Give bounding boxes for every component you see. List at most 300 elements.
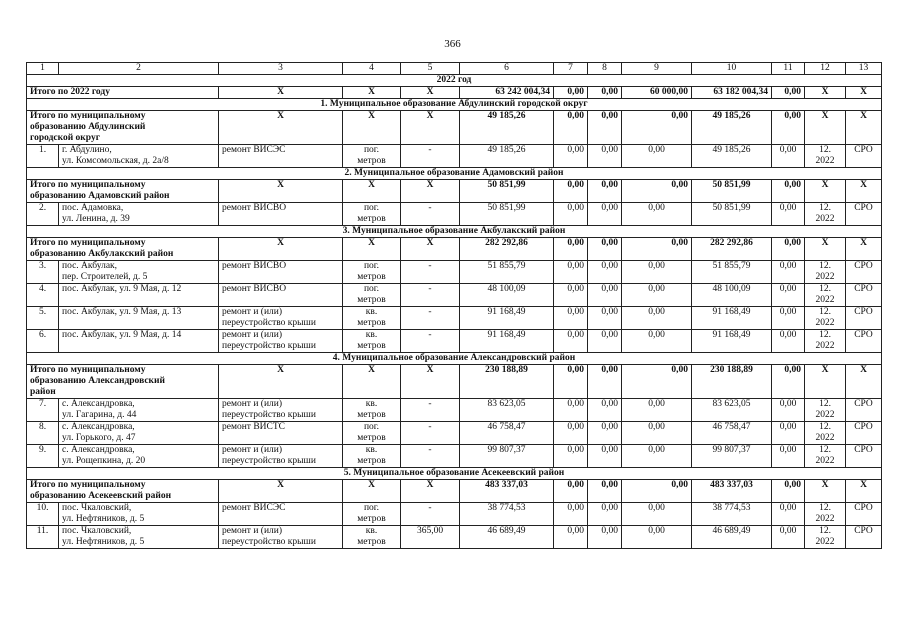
row-address-line: пос. Акбулак, ул. 9 Мая, д. 14: [62, 330, 182, 340]
row-work-type-line: ремонт и (или): [222, 526, 283, 536]
row-number: 9.: [27, 445, 59, 468]
subtotal-cell: 49 185,26: [692, 111, 772, 145]
subtotal-cell: Х: [219, 180, 343, 203]
row-address-line: с. Александровка,: [62, 445, 135, 455]
row-date-line: 12.: [819, 307, 831, 317]
row-unit: [343, 399, 401, 422]
subtotal-cell: 0,00: [554, 480, 588, 503]
row-value-9: 0,00: [622, 422, 692, 445]
year-total-row: [27, 87, 882, 99]
row-unit: [343, 261, 401, 284]
subtotal-label: [27, 238, 219, 261]
year-total-cell: Х: [846, 87, 882, 99]
subtotal-label-line: Итого по муниципальному: [30, 480, 146, 490]
row-method: СРО: [846, 145, 882, 168]
row-work-type: [219, 526, 343, 549]
row-work-type: [219, 422, 343, 445]
subtotal-cell: Х: [219, 365, 343, 399]
subtotal-cell: 0,00: [554, 365, 588, 399]
column-number-cell: 13: [846, 63, 882, 75]
row-address: [59, 503, 219, 526]
row-value-11: 0,00: [772, 503, 805, 526]
row-value-9: 0,00: [622, 445, 692, 468]
subtotal-cell: Х: [219, 480, 343, 503]
table-row: [27, 399, 882, 422]
row-unit-line: метров: [357, 214, 386, 224]
row-value-7: 0,00: [554, 307, 588, 330]
row-address: [59, 445, 219, 468]
row-unit-line: пог.: [363, 261, 380, 271]
row-date: [805, 145, 846, 168]
row-quantity: -: [401, 445, 460, 468]
row-work-type-line: ремонт и (или): [222, 399, 283, 409]
row-value-8: 0,00: [588, 399, 622, 422]
row-value-7: 0,00: [554, 422, 588, 445]
row-address: [59, 307, 219, 330]
row-unit-line: метров: [357, 410, 386, 420]
row-address: [59, 145, 219, 168]
column-number-cell: 5: [401, 63, 460, 75]
row-value-9: 0,00: [622, 284, 692, 307]
row-value-10: 91 168,49: [692, 307, 772, 330]
row-address-line: пос. Акбулак,: [62, 261, 118, 271]
row-method: СРО: [846, 261, 882, 284]
row-address-line: пос. Адамовка,: [62, 203, 124, 213]
subtotal-cell: 0,00: [622, 480, 692, 503]
subtotal-cell: 49 185,26: [460, 111, 554, 145]
row-unit-line: пог.: [363, 203, 380, 213]
row-value-total: 46 689,49: [460, 526, 554, 549]
subtotal-cell: 282 292,86: [692, 238, 772, 261]
section-subtotal-row: [27, 111, 882, 145]
subtotal-label-line: Итого по муниципальному: [30, 365, 146, 375]
row-work-type-line: ремонт ВИСТС: [222, 422, 286, 432]
section-subtotal-row: [27, 180, 882, 203]
row-date: [805, 203, 846, 226]
row-value-11: 0,00: [772, 422, 805, 445]
row-work-type-line: ремонт ВИСВО: [222, 203, 287, 213]
row-value-8: 0,00: [588, 261, 622, 284]
table-row: [27, 526, 882, 549]
row-date-line: 2022: [815, 537, 835, 547]
row-date-line: 12.: [819, 330, 831, 340]
row-number: 11.: [27, 526, 59, 549]
row-value-10: 49 185,26: [692, 145, 772, 168]
row-value-7: 0,00: [554, 203, 588, 226]
section-title-row: [27, 226, 882, 238]
row-unit: [343, 445, 401, 468]
row-date-line: 12.: [819, 445, 831, 455]
row-date-line: 2022: [815, 514, 835, 524]
row-value-11: 0,00: [772, 145, 805, 168]
row-address-line: ул. Рощепкина, д. 20: [62, 456, 146, 466]
row-value-8: 0,00: [588, 503, 622, 526]
subtotal-label-line: Итого по муниципальному: [30, 180, 146, 190]
subtotal-cell: Х: [805, 480, 846, 503]
row-unit: [343, 503, 401, 526]
row-number: 3.: [27, 261, 59, 284]
row-method: СРО: [846, 399, 882, 422]
row-value-7: 0,00: [554, 145, 588, 168]
subtotal-cell: Х: [846, 111, 882, 145]
row-unit: [343, 284, 401, 307]
subtotal-cell: Х: [401, 111, 460, 145]
subtotal-cell: Х: [343, 365, 401, 399]
row-quantity: 365,00: [401, 526, 460, 549]
row-date-line: 2022: [815, 410, 835, 420]
row-address-line: с. Александровка,: [62, 422, 135, 432]
row-date: [805, 399, 846, 422]
year-total-cell: 63 242 004,34: [460, 87, 554, 99]
subtotal-label-line: Итого по муниципальному: [30, 111, 146, 121]
row-value-10: 51 855,79: [692, 261, 772, 284]
row-number: 8.: [27, 422, 59, 445]
row-address: [59, 330, 219, 353]
row-number: 6.: [27, 330, 59, 353]
row-value-10: 46 758,47: [692, 422, 772, 445]
row-number: 10.: [27, 503, 59, 526]
row-value-total: 50 851,99: [460, 203, 554, 226]
column-number-cell: 8: [588, 63, 622, 75]
row-date-line: 12.: [819, 503, 831, 513]
row-work-type: [219, 503, 343, 526]
row-date-line: 2022: [815, 156, 835, 166]
row-address-line: с. Александровка,: [62, 399, 135, 409]
subtotal-cell: 0,00: [588, 180, 622, 203]
row-value-11: 0,00: [772, 203, 805, 226]
row-date-line: 12.: [819, 145, 831, 155]
row-date: [805, 526, 846, 549]
row-method: СРО: [846, 307, 882, 330]
column-number-cell: 3: [219, 63, 343, 75]
row-work-type: [219, 330, 343, 353]
row-value-7: 0,00: [554, 261, 588, 284]
row-unit-line: метров: [357, 156, 386, 166]
row-method: СРО: [846, 422, 882, 445]
row-work-type-line: переустройство крыши: [222, 410, 316, 420]
year-total-cell: 0,00: [554, 87, 588, 99]
row-value-9: 0,00: [622, 399, 692, 422]
row-value-9: 0,00: [622, 503, 692, 526]
row-work-type-line: ремонт и (или): [222, 445, 283, 455]
row-date: [805, 284, 846, 307]
subtotal-cell: 0,00: [622, 180, 692, 203]
subtotal-label: [27, 111, 219, 145]
subtotal-cell: 0,00: [772, 238, 805, 261]
row-value-8: 0,00: [588, 422, 622, 445]
row-date-line: 12.: [819, 284, 831, 294]
table-row: [27, 422, 882, 445]
section-title-row: [27, 168, 882, 180]
section-subtotal-row: [27, 480, 882, 503]
row-date: [805, 261, 846, 284]
subtotal-cell: 0,00: [554, 180, 588, 203]
row-address-line: ул. Комсомольская, д. 2а/8: [62, 156, 169, 166]
row-value-9: 0,00: [622, 145, 692, 168]
subtotal-cell: Х: [219, 111, 343, 145]
row-date-line: 2022: [815, 295, 835, 305]
row-value-11: 0,00: [772, 284, 805, 307]
row-date: [805, 330, 846, 353]
row-value-8: 0,00: [588, 526, 622, 549]
subtotal-cell: 0,00: [588, 365, 622, 399]
row-value-7: 0,00: [554, 284, 588, 307]
row-date-line: 12.: [819, 203, 831, 213]
subtotal-cell: Х: [343, 180, 401, 203]
subtotal-cell: Х: [846, 180, 882, 203]
subtotal-cell: Х: [846, 238, 882, 261]
row-value-9: 0,00: [622, 203, 692, 226]
row-address-line: ул. Нефтяников, д. 5: [62, 537, 145, 547]
row-address-line: г. Абдулино,: [62, 145, 112, 155]
subtotal-cell: 0,00: [622, 238, 692, 261]
row-value-total: 46 758,47: [460, 422, 554, 445]
year-total-cell: Х: [401, 87, 460, 99]
column-number-row: [27, 63, 882, 75]
row-address: [59, 261, 219, 284]
row-value-8: 0,00: [588, 284, 622, 307]
row-work-type: [219, 399, 343, 422]
row-address-line: ул. Гагарина, д. 44: [62, 410, 137, 420]
subtotal-label-line: городской округ: [30, 133, 101, 143]
row-address-line: ул. Ленина, д. 39: [62, 214, 130, 224]
row-method: СРО: [846, 526, 882, 549]
row-value-9: 0,00: [622, 526, 692, 549]
row-unit-line: кв.: [365, 307, 378, 317]
row-address-line: пер. Строителей, д. 5: [62, 272, 148, 282]
row-date-line: 2022: [815, 272, 835, 282]
year-total-cell: 0,00: [588, 87, 622, 99]
subtotal-label-line: образованию Александровский: [30, 376, 165, 386]
subtotal-cell: Х: [343, 111, 401, 145]
row-quantity: -: [401, 399, 460, 422]
row-method: СРО: [846, 445, 882, 468]
subtotal-cell: Х: [401, 480, 460, 503]
row-number: 5.: [27, 307, 59, 330]
row-work-type-line: ремонт ВИСЭС: [222, 503, 286, 513]
row-quantity: -: [401, 145, 460, 168]
subtotal-cell: 483 337,03: [460, 480, 554, 503]
row-unit-line: метров: [357, 318, 386, 328]
subtotal-cell: Х: [846, 480, 882, 503]
subtotal-cell: 0,00: [772, 180, 805, 203]
row-date-line: 12.: [819, 422, 831, 432]
subtotal-cell: Х: [401, 180, 460, 203]
row-value-8: 0,00: [588, 203, 622, 226]
subtotal-label: [27, 480, 219, 503]
year-total-cell: 63 182 004,34: [692, 87, 772, 99]
subtotal-cell: 230 188,89: [692, 365, 772, 399]
row-value-7: 0,00: [554, 399, 588, 422]
row-work-type-line: ремонт и (или): [222, 307, 283, 317]
subtotal-label-line: район: [30, 387, 56, 397]
row-value-7: 0,00: [554, 330, 588, 353]
row-unit-line: пог.: [363, 422, 380, 432]
row-unit-line: метров: [357, 537, 386, 547]
row-quantity: -: [401, 284, 460, 307]
subtotal-cell: 230 188,89: [460, 365, 554, 399]
section-title-row: [27, 99, 882, 111]
row-value-7: 0,00: [554, 445, 588, 468]
subtotal-label-line: образованию Абдулинский: [30, 122, 146, 132]
row-date-line: 12.: [819, 399, 831, 409]
row-value-total: 51 855,79: [460, 261, 554, 284]
row-address: [59, 399, 219, 422]
row-method: СРО: [846, 203, 882, 226]
year-total-cell: 0,00: [772, 87, 805, 99]
row-quantity: -: [401, 261, 460, 284]
column-number-cell: 11: [772, 63, 805, 75]
row-number: 4.: [27, 284, 59, 307]
year-total-cell: 60 000,00: [622, 87, 692, 99]
subtotal-cell: Х: [805, 238, 846, 261]
subtotal-cell: 0,00: [588, 111, 622, 145]
row-work-type: [219, 284, 343, 307]
row-value-11: 0,00: [772, 330, 805, 353]
row-date-line: 2022: [815, 456, 835, 466]
table-row: [27, 145, 882, 168]
subtotal-label-line: образованию Акбулакский район: [30, 249, 174, 259]
row-address: [59, 203, 219, 226]
subtotal-cell: 50 851,99: [692, 180, 772, 203]
row-value-total: 99 807,37: [460, 445, 554, 468]
subtotal-label-line: образованию Асекеевский район: [30, 491, 172, 501]
row-address-line: пос. Чкаловский,: [62, 526, 132, 536]
subtotal-cell: 0,00: [554, 111, 588, 145]
subtotal-cell: 0,00: [588, 238, 622, 261]
row-value-7: 0,00: [554, 526, 588, 549]
row-address-line: пос. Акбулак, ул. 9 Мая, д. 13: [62, 307, 182, 317]
row-value-10: 99 807,37: [692, 445, 772, 468]
row-value-7: 0,00: [554, 503, 588, 526]
row-unit-line: пог.: [363, 284, 380, 294]
section-title-row: [27, 468, 882, 480]
row-value-9: 0,00: [622, 307, 692, 330]
row-work-type-line: ремонт ВИСЭС: [222, 145, 286, 155]
row-number: 1.: [27, 145, 59, 168]
row-unit-line: метров: [357, 514, 386, 524]
row-unit-line: кв.: [365, 445, 378, 455]
year-total-cell: Х: [219, 87, 343, 99]
subtotal-cell: 282 292,86: [460, 238, 554, 261]
row-work-type-line: ремонт ВИСВО: [222, 284, 287, 294]
table-row: [27, 330, 882, 353]
subtotal-cell: 0,00: [772, 365, 805, 399]
row-unit-line: метров: [357, 456, 386, 466]
row-address: [59, 284, 219, 307]
subtotal-label: [27, 180, 219, 203]
row-unit-line: пог.: [363, 503, 380, 513]
row-date-line: 2022: [815, 341, 835, 351]
row-value-10: 48 100,09: [692, 284, 772, 307]
row-work-type: [219, 445, 343, 468]
section-title: 1. Муниципальное образование Абдулинский городской округ: [27, 99, 882, 111]
year-total-label: Итого по 2022 году: [27, 87, 219, 99]
year-total-cell: Х: [343, 87, 401, 99]
subtotal-cell: Х: [805, 111, 846, 145]
subtotal-label-line: образованию Адамовский район: [30, 191, 170, 201]
column-number-cell: 2: [59, 63, 219, 75]
row-work-type-line: переустройство крыши: [222, 318, 316, 328]
row-unit: [343, 422, 401, 445]
row-value-8: 0,00: [588, 330, 622, 353]
table-row: [27, 203, 882, 226]
row-unit: [343, 526, 401, 549]
section-title: 4. Муниципальное образование Александровский район: [27, 353, 882, 365]
column-number-cell: 12: [805, 63, 846, 75]
row-address: [59, 526, 219, 549]
subtotal-cell: 0,00: [554, 238, 588, 261]
subtotal-cell: 0,00: [588, 480, 622, 503]
section-title-row: [27, 353, 882, 365]
subtotal-cell: Х: [846, 365, 882, 399]
row-method: СРО: [846, 330, 882, 353]
row-unit-line: метров: [357, 433, 386, 443]
row-date-line: 12.: [819, 526, 831, 536]
row-work-type-line: ремонт и (или): [222, 330, 283, 340]
row-date-line: 2022: [815, 433, 835, 443]
table-row: [27, 503, 882, 526]
row-method: СРО: [846, 284, 882, 307]
row-date: [805, 445, 846, 468]
section-subtotal-row: [27, 365, 882, 399]
subtotal-cell: 50 851,99: [460, 180, 554, 203]
section-title: 2. Муниципальное образование Адамовский район: [27, 168, 882, 180]
row-value-11: 0,00: [772, 399, 805, 422]
table-row: [27, 284, 882, 307]
row-number: 2.: [27, 203, 59, 226]
row-unit-line: пог.: [363, 145, 380, 155]
row-date-line: 2022: [815, 318, 835, 328]
row-unit-line: метров: [357, 341, 386, 351]
row-value-total: 91 168,49: [460, 330, 554, 353]
row-value-8: 0,00: [588, 307, 622, 330]
page-number: 366: [444, 38, 461, 50]
row-unit-line: кв.: [365, 399, 378, 409]
row-value-total: 38 774,53: [460, 503, 554, 526]
row-quantity: -: [401, 503, 460, 526]
subtotal-cell: Х: [805, 365, 846, 399]
column-number-cell: 6: [460, 63, 554, 75]
row-value-total: 48 100,09: [460, 284, 554, 307]
row-value-9: 0,00: [622, 330, 692, 353]
subtotal-cell: Х: [219, 238, 343, 261]
subtotal-cell: Х: [343, 480, 401, 503]
row-value-8: 0,00: [588, 445, 622, 468]
year-label: 2022 год: [27, 75, 882, 87]
row-value-9: 0,00: [622, 261, 692, 284]
row-quantity: -: [401, 330, 460, 353]
row-value-total: 91 168,49: [460, 307, 554, 330]
row-date: [805, 307, 846, 330]
column-number-cell: 9: [622, 63, 692, 75]
row-unit: [343, 203, 401, 226]
section-title: 5. Муниципальное образование Асекеевский район: [27, 468, 882, 480]
row-value-11: 0,00: [772, 445, 805, 468]
row-quantity: -: [401, 422, 460, 445]
row-unit-line: кв.: [365, 330, 378, 340]
row-value-8: 0,00: [588, 145, 622, 168]
row-value-total: 49 185,26: [460, 145, 554, 168]
row-date-line: 12.: [819, 261, 831, 271]
row-date: [805, 503, 846, 526]
row-work-type: [219, 145, 343, 168]
subtotal-cell: Х: [343, 238, 401, 261]
table-row: [27, 445, 882, 468]
subtotal-cell: 0,00: [772, 111, 805, 145]
row-number: 7.: [27, 399, 59, 422]
subtotal-cell: Х: [805, 180, 846, 203]
